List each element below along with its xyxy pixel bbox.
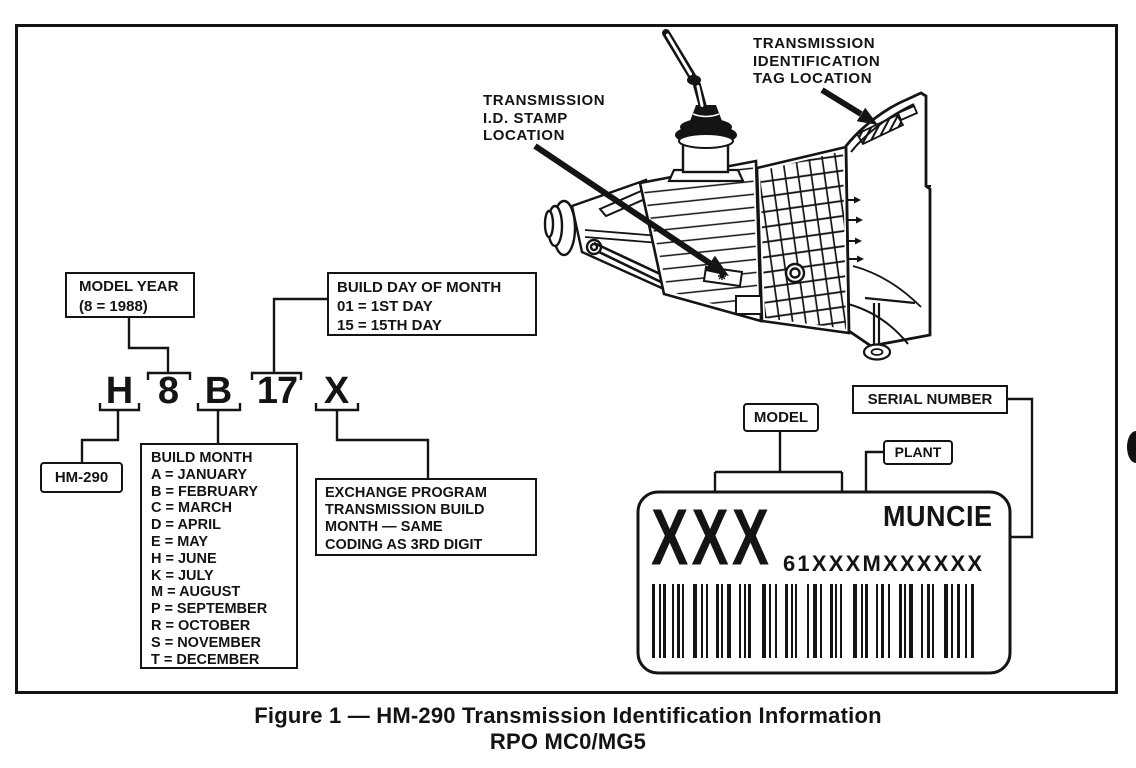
month-entry: E = MAY bbox=[151, 533, 209, 550]
month-entry: D = APRIL bbox=[151, 517, 221, 534]
month-entry: C = MARCH bbox=[151, 500, 232, 517]
month-entry: R = OCTOBER bbox=[151, 617, 251, 634]
model-year-title: MODEL YEAR bbox=[79, 278, 179, 295]
exchange-line: CODING AS 3RD DIGIT bbox=[325, 536, 483, 553]
month-entry: M = AUGUST bbox=[151, 584, 241, 601]
code-char-5: X bbox=[323, 370, 349, 412]
month-entry: K = JULY bbox=[151, 567, 214, 584]
callout-line: IDENTIFICATION bbox=[753, 52, 881, 70]
code-char-4: 17 bbox=[256, 370, 298, 412]
month-entry: H = JUNE bbox=[151, 550, 217, 567]
exchange-line: TRANSMISSION BUILD bbox=[325, 502, 485, 519]
code-char-3: B bbox=[204, 370, 232, 412]
exchange-box bbox=[315, 478, 537, 556]
tag-serial-label-box: SERIAL NUMBER bbox=[852, 385, 1008, 414]
callout-id-tag bbox=[753, 35, 880, 88]
callout-line: LOCATION bbox=[483, 127, 566, 144]
tag-plant-label-box: PLANT bbox=[883, 440, 953, 465]
build-day-title: BUILD DAY OF MONTH bbox=[337, 279, 502, 296]
tag-model-value: XXX bbox=[651, 492, 773, 582]
figure-subcaption: RPO MC0/MG5 bbox=[489, 729, 647, 754]
month-entry: A = JANUARY bbox=[151, 466, 248, 483]
figure-caption: Figure 1 — HM-290 Transmission Identification Information bbox=[254, 703, 882, 728]
model-year-value: (8 = 1988) bbox=[79, 298, 148, 315]
code-char-1: H bbox=[105, 370, 133, 412]
exchange-line: MONTH — SAME bbox=[325, 519, 443, 536]
callout-line: TRANSMISSION bbox=[753, 35, 876, 52]
callout-id-stamp bbox=[483, 92, 605, 145]
callout-line: TRANSMISSION bbox=[483, 92, 606, 109]
model-year-box bbox=[65, 272, 195, 318]
callout-line: TAG LOCATION bbox=[753, 70, 873, 87]
build-month-box bbox=[140, 443, 298, 669]
month-entry: B = FEBRUARY bbox=[151, 483, 259, 500]
tag-plant-value: MUNCIE bbox=[883, 501, 993, 533]
month-entry: S = NOVEMBER bbox=[151, 634, 261, 651]
tag-model-label-box: MODEL bbox=[743, 403, 819, 432]
exchange-line: EXCHANGE PROGRAM bbox=[325, 485, 487, 501]
code-char-2: 8 bbox=[157, 370, 179, 412]
build-day-line: 01 = 1ST DAY bbox=[337, 298, 433, 315]
hm290-box: HM-290 bbox=[40, 462, 123, 493]
month-entry: T = DECEMBER bbox=[151, 651, 260, 668]
build-day-box bbox=[327, 272, 537, 336]
callout-line: I.D. STAMP bbox=[483, 109, 568, 127]
build-day-line: 15 = 15TH DAY bbox=[337, 317, 442, 334]
build-month-title: BUILD MONTH bbox=[151, 450, 253, 466]
month-entry: P = SEPTEMBER bbox=[151, 601, 268, 618]
tag-code-value: 61XXXMXXXXXX bbox=[783, 551, 985, 576]
